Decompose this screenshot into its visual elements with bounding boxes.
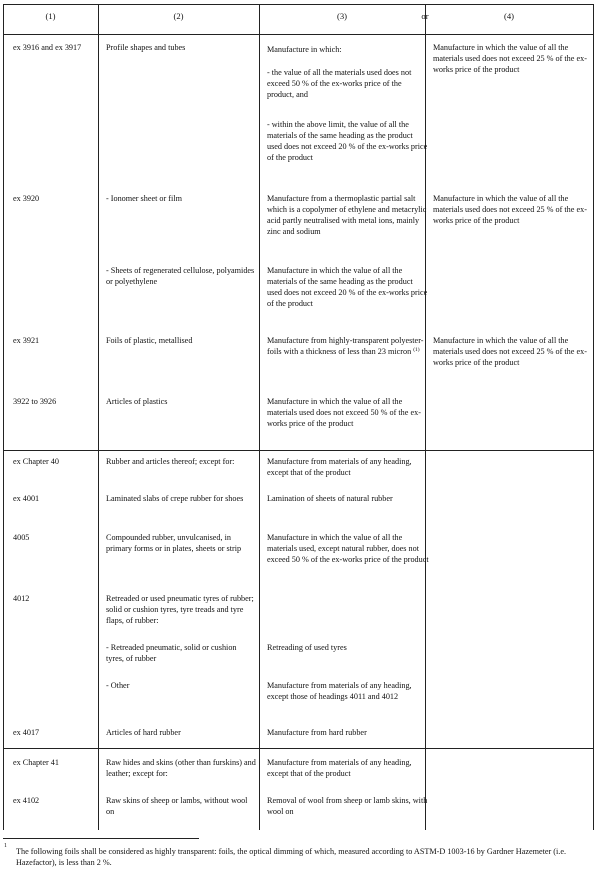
footnote-text: The following foils shall be considered as highly transparent: foils, the optical dimming of which, measured according to ASTM-D 1003-16 by Gardner Hazemeter (i.e. Hazefactor), is less than 2 %.	[16, 847, 567, 867]
heading-ex3916: ex 3916 and ex 3917	[13, 43, 82, 52]
rule-sheep-skins: Removal of wool from sheep or lamb skins, with wool on	[267, 796, 428, 816]
rule-regenerated-cellulose: Manufacture in which the value of all the materials of the same heading as the product used does not exceed 20 % of the ex-works price of the product	[267, 266, 428, 308]
column-divider-1	[98, 4, 99, 830]
heading-ex4001: ex 4001	[13, 494, 40, 503]
rule-rubber: Manufacture from materials of any heading, except that of the product	[267, 457, 412, 477]
description-rubber: Rubber and articles thereof; except for:	[106, 457, 235, 466]
section-divider-1	[3, 450, 593, 451]
column-header-1: (1)	[45, 11, 56, 21]
rule-hard-rubber: Manufacture from hard rubber	[267, 728, 367, 737]
column-header-3: (3)	[336, 11, 348, 21]
description-ionomer: - Ionomer sheet or film	[106, 194, 182, 203]
header-bottom-border	[3, 34, 593, 35]
rule-foils	[267, 335, 429, 357]
table-left-border	[3, 4, 4, 830]
description-tyres: Retreaded or used pneumatic tyres of rubber; solid or cushion tyres, tyre treads and tyre flaps, of rubber:	[106, 594, 254, 625]
table-right-border	[593, 4, 594, 830]
heading-4012: 4012	[13, 594, 30, 603]
rule-b-ex3916: - within the above limit, the value of all the materials of the same heading as the product used does not exceed 20 % of the ex-works price of the product	[267, 120, 428, 162]
description-hard-rubber: Articles of hard rubber	[106, 728, 181, 737]
column-header-2: (2)	[173, 11, 184, 21]
description-crepe-rubber: Laminated slabs of crepe rubber for shoes	[106, 494, 244, 503]
heading-ex4017: ex 4017	[13, 728, 40, 737]
rule-ionomer: Manufacture from a thermoplastic partial salt which is a copolymer of ethylene and metacrylic acid partly neutralised with metal ions, mainly zinc and sodium	[267, 194, 427, 236]
description-other-tyres: - Other	[106, 681, 130, 690]
heading-4005: 4005	[13, 533, 30, 542]
rule-a-ex3916: - the value of all the materials used does not exceed 50 % of the ex-works price of the product, and	[267, 68, 412, 99]
heading-ex3921: ex 3921	[13, 336, 40, 345]
column-header-4: (4)	[503, 11, 515, 21]
rule-crepe-rubber: Lamination of sheets of natural rubber	[267, 494, 393, 503]
description-regenerated-cellulose: - Sheets of regenerated cellulose, polyamides or polyethylene	[106, 266, 255, 286]
heading-ex3920: ex 3920	[13, 194, 40, 203]
rule-other-tyres: Manufacture from materials of any heading, except those of headings 4011 and 4012	[267, 681, 412, 701]
heading-ex-chapter-41: ex Chapter 41	[13, 758, 59, 767]
heading-ex4102: ex 4102	[13, 796, 40, 805]
description-raw-hides: Raw hides and skins (other than furskins) and leather; except for:	[106, 758, 256, 778]
section-divider-2	[3, 748, 593, 749]
rule-retreaded-tyres: Retreading of used tyres	[267, 643, 347, 652]
description-retreaded-tyres: - Retreaded pneumatic, solid or cushion tyres, of rubber	[106, 643, 237, 663]
table-top-border	[3, 4, 593, 5]
rule-intro-ex3916: Manufacture in which:	[267, 45, 342, 54]
footnote-separator	[3, 838, 199, 839]
description-profile-shapes: Profile shapes and tubes	[106, 43, 186, 52]
alt-rule-ex3916: Manufacture in which the value of all the materials used does not exceed 25 % of the ex-works price of the product	[433, 43, 587, 74]
description-foils: Foils of plastic, metallised	[106, 336, 193, 345]
description-compounded-rubber: Compounded rubber, unvulcanised, in primary forms or in plates, sheets or strip	[106, 533, 242, 553]
rule-compounded-rubber: Manufacture in which the value of all the materials used, except natural rubber, does not exceed 50 % of the ex-works price of the product	[267, 533, 429, 564]
rule-articles-of-plastics: Manufacture in which the value of all the materials used does not exceed 50 % of the ex-works price of the product	[267, 397, 421, 428]
rule-raw-hides: Manufacture from materials of any heading, except that of the product	[267, 758, 412, 778]
heading-3922: 3922 to 3926	[13, 397, 57, 406]
footnote-mark: 1	[4, 843, 7, 849]
heading-ex-chapter-40: ex Chapter 40	[13, 457, 59, 466]
footnote-reference[interactable]: (1)	[413, 347, 420, 353]
rule-foils-text: Manufacture from highly-transparent polyester-foils with a thickness of less than 23 micron	[267, 336, 424, 356]
alt-rule-ex3921: Manufacture in which the value of all the materials used does not exceed 25 % of the ex-works price of the product	[433, 336, 587, 367]
alt-rule-ex3920: Manufacture in which the value of all the materials used does not exceed 25 % of the ex-works price of the product	[433, 194, 587, 225]
description-articles-of-plastics: Articles of plastics	[106, 397, 168, 406]
column-divider-2	[259, 4, 260, 830]
description-sheep-skins: Raw skins of sheep or lambs, without wool on	[106, 796, 248, 816]
column-header-or: or	[421, 11, 429, 21]
